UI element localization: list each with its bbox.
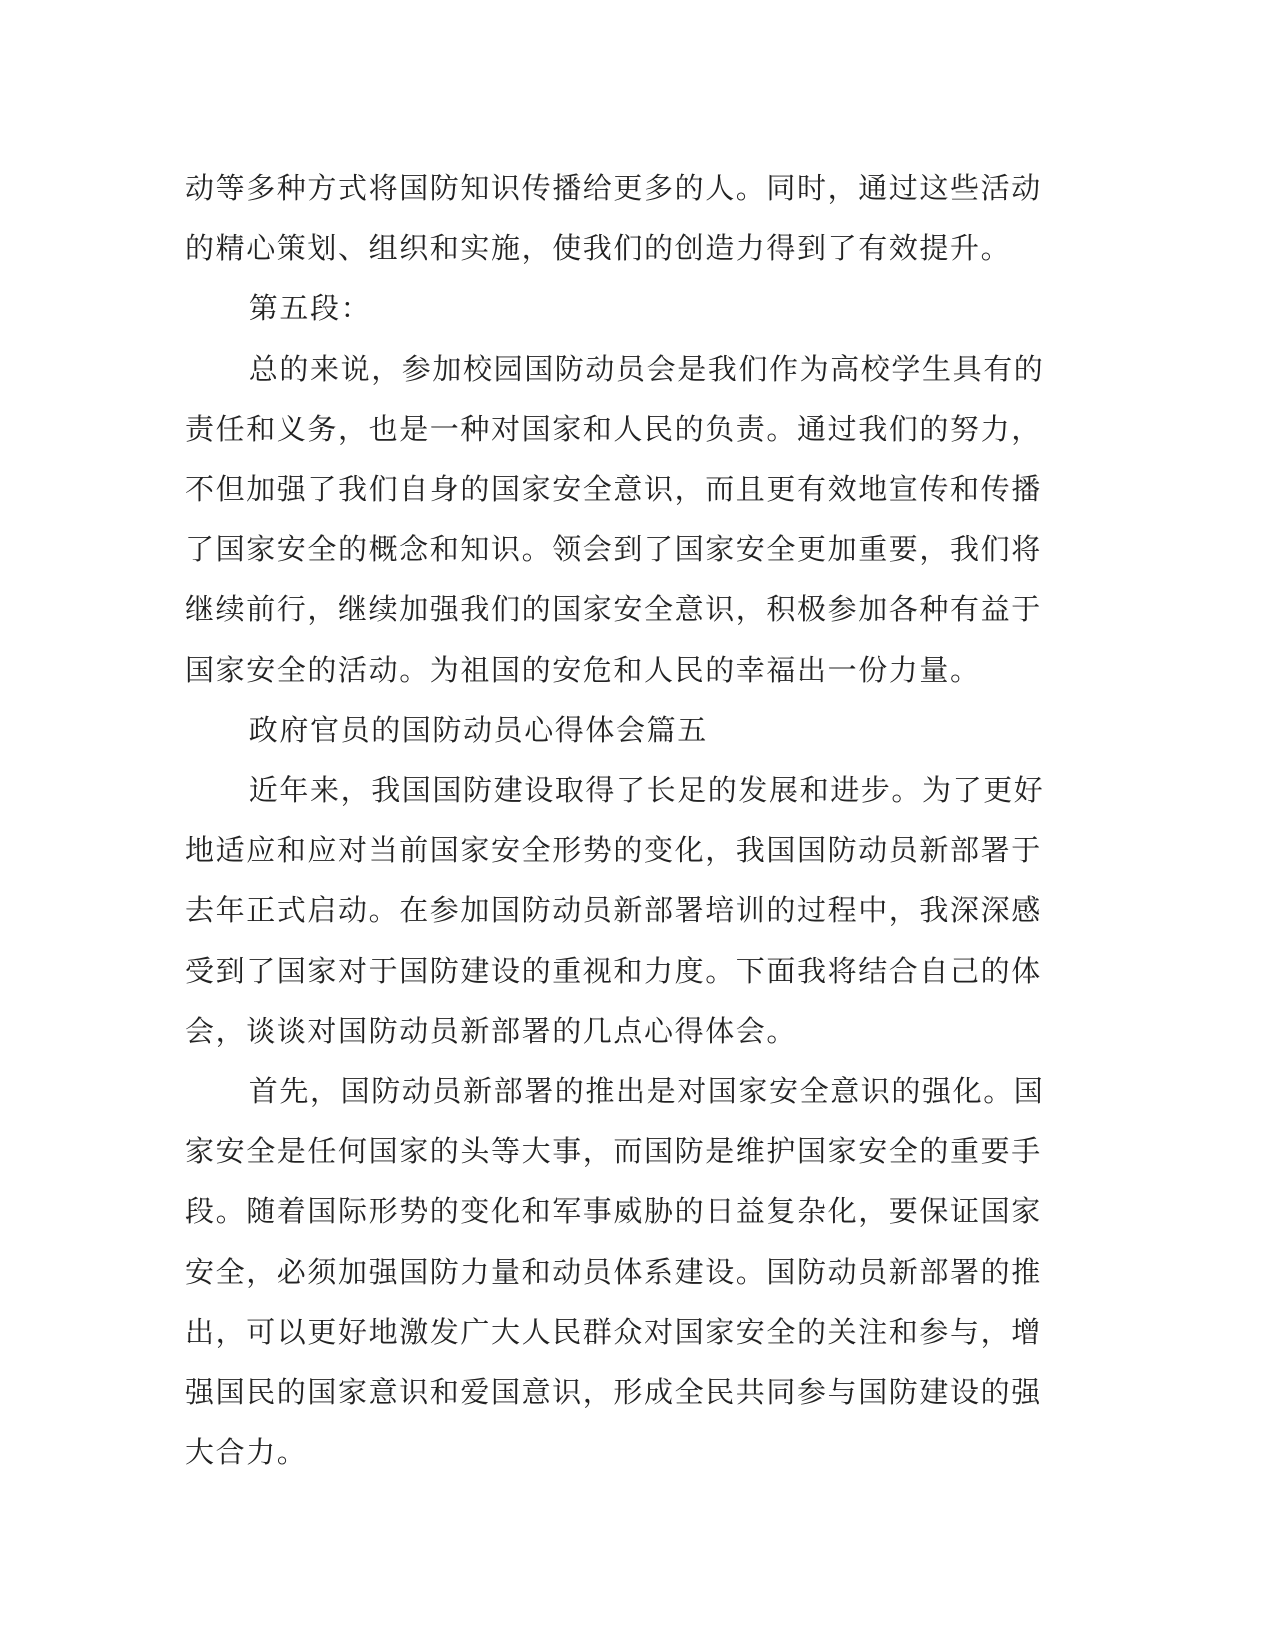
paragraph-summary: 总的来说，参加校园国防动员会是我们作为高校学生具有的责任和义务，也是一种对国家和人民的负责。通过我们的努力，不但加强了我们自身的国家安全意识，而且更有效地宣传和传播了国家安全的概念和知识。领会到了国家安全更加重要，我们将继续前行，继续加强我们的国家安全意识，积极参加各种有益于国家安全的活动。为祖国的安危和人民的幸福出一份力量。	[185, 351, 1045, 687]
paragraph-continuation: 动等多种方式将国防知识传播给更多的人。同时，通过这些活动的精心策划、组织和实施，使我们的创造力得到了有效提升。	[185, 171, 1042, 266]
paragraph-intro: 近年来，我国国防建设取得了长足的发展和进步。为了更好地适应和应对当前国家安全形势的变化，我国国防动员新部署于去年正式启动。在参加国防动员新部署培训的过程中，我深深感受到了国家对于国防建设的重视和力度。下面我将结合自己的体会，谈谈对国防动员新部署的几点心得体会。	[185, 773, 1045, 1048]
article-title: 政府官员的国防动员心得体会篇五	[248, 712, 708, 747]
section-heading-fifth: 第五段：	[248, 291, 372, 326]
paragraph-first-point: 首先，国防动员新部署的推出是对国家安全意识的强化。国家安全是任何国家的头等大事，而国防是维护国家安全的重要手段。随着国际形势的变化和军事威胁的日益复杂化，要保证国家安全，必须加强国防力量和动员体系建设。国防动员新部署的推出，可以更好地激发广大人民群众对国家安全的关注和参与，增强国民的国家意识和爱国意识，形成全民共同参与国防建设的强大合力。	[185, 1074, 1045, 1470]
document-body	[185, 158, 1045, 1482]
